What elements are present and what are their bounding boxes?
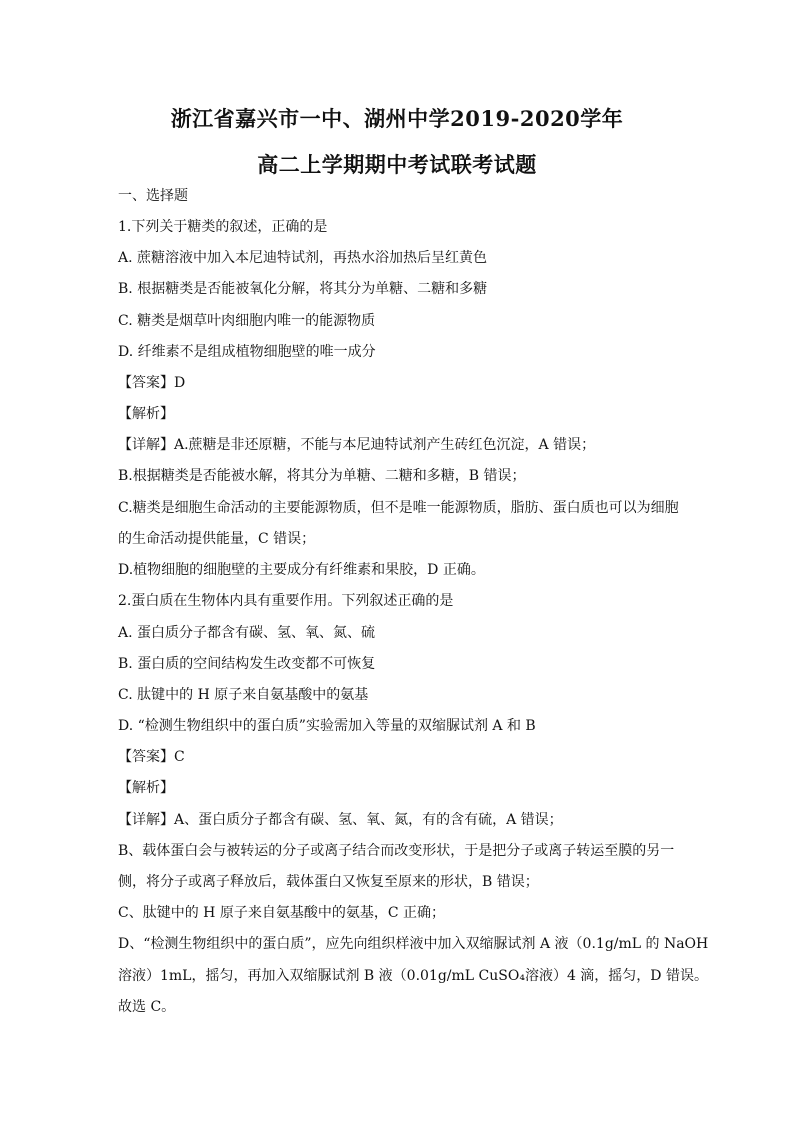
question-1-stem: 1.下列关于糖类的叙述，正确的是 (118, 219, 328, 235)
question-1-analysis-heading: 【解析】 (118, 406, 174, 422)
question-2-conclusion: 故选 C。 (118, 999, 176, 1015)
question-2-answer: 【答案】C (118, 749, 185, 765)
question-2-explanation-line: 【详解】A、蛋白质分子都含有碳、氢、氧、氮，有的含有硫，A 错误； (118, 812, 563, 828)
question-1-option-c: C. 糖类是烟草叶肉细胞内唯一的能源物质 (118, 313, 376, 329)
section-heading: 一、选择题 (118, 188, 188, 204)
question-2-option-d: D. “检测生物组织中的蛋白质”实验需加入等量的双缩脲试剂 A 和 B (118, 718, 536, 734)
question-2-explanation-line: D、“检测生物组织中的蛋白质”，应先向组织样液中加入双缩脲试剂 A 液（0.1g/mL 的 NaOH (118, 936, 709, 952)
question-2-explanation-line: B、载体蛋白会与被转运的分子或离子结合而改变形状，于是把分子或离子转运至膜的另一 (118, 843, 675, 859)
question-1-explanation-line: 的生命活动提供能量，C 错误； (118, 531, 316, 547)
question-2-explanation-line: C、肽键中的 H 原子来自氨基酸中的氨基，C 正确； (118, 905, 445, 921)
question-2-option-c: C. 肽键中的 H 原子来自氨基酸中的氨基 (118, 687, 369, 703)
question-2-explanation-line: 溶液）1mL，摇匀，再加入双缩脲试剂 B 液（0.01g/mL CuSO₄溶液）4 滴，摇匀，D 错误。 (118, 968, 708, 984)
question-1-explanation-line: B.根据糖类是否能被水解，将其分为单糖、二糖和多糖，B 错误； (118, 468, 526, 484)
question-2-stem: 2.蛋白质在生物体内具有重要作用。下列叙述正确的是 (118, 593, 454, 609)
question-1-option-b: B. 根据糖类是否能被氧化分解，将其分为单糖、二糖和多糖 (118, 281, 488, 297)
question-2-option-a: A. 蛋白质分子都含有碳、氢、氧、氮、硫 (118, 625, 376, 641)
question-2-analysis-heading: 【解析】 (118, 780, 174, 796)
question-2-explanation-line: 侧，将分子或离子释放后，载体蛋白又恢复至原来的形状，B 错误； (118, 874, 539, 890)
question-1-explanation-line: 【详解】A.蔗糖是非还原糖，不能与本尼迪特试剂产生砖红色沉淀，A 错误； (118, 437, 596, 453)
question-1-option-a: A. 蔗糖溶液中加入本尼迪特试剂，再热水浴加热后呈红黄色 (118, 250, 488, 266)
document-title-line-1: 浙江省嘉兴市一中、湖州中学2019-2020学年 (170, 106, 624, 131)
question-1-explanation-line: C.糖类是细胞生命活动的主要能源物质，但不是唯一能源物质，脂肪、蛋白质也可以为细胞 (118, 500, 679, 516)
document-title-line-2: 高二上学期期中考试联考试题 (257, 152, 537, 177)
question-1-answer: 【答案】D (118, 375, 186, 391)
question-2-option-b: B. 蛋白质的空间结构发生改变都不可恢复 (118, 656, 376, 672)
question-1-explanation-line: D.植物细胞的细胞壁的主要成分有纤维素和果胶，D 正确。 (118, 562, 485, 578)
question-1-option-d: D. 纤维素不是组成植物细胞壁的唯一成分 (118, 344, 376, 360)
